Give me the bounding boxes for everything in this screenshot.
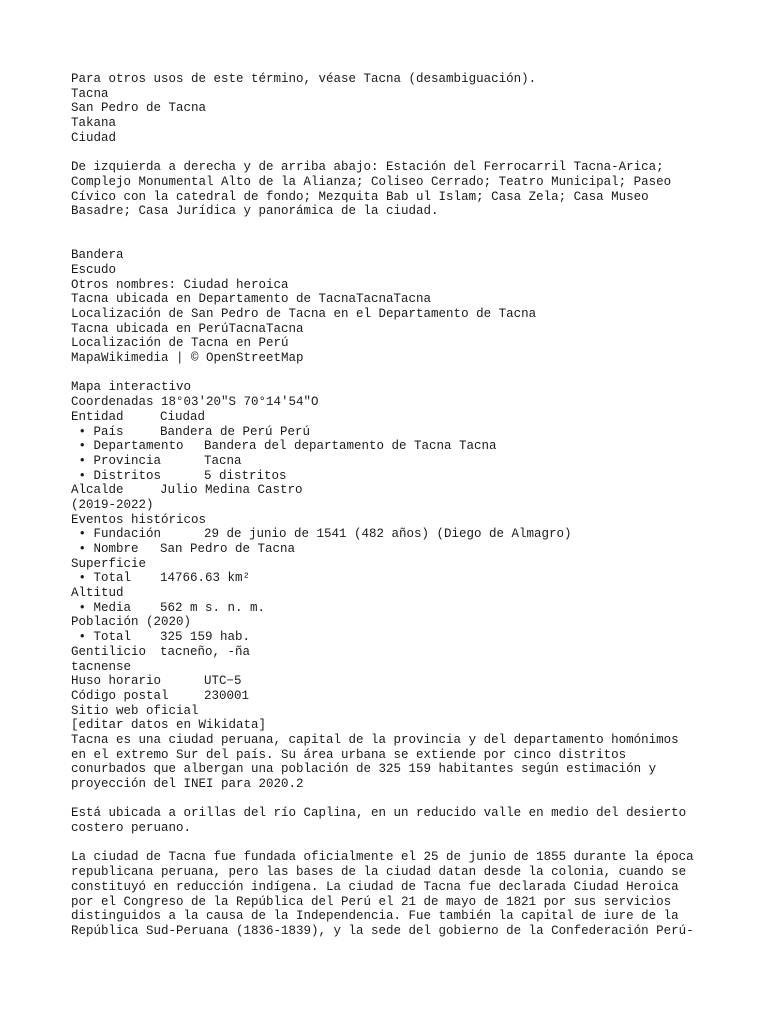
infobox-row-huso-horario [71,674,711,689]
paragraph-line: por el Congreso de la República del Perú el 21 de mayo de 1821 por sus servicios [71,894,672,909]
infobox-label: Gentilicio [71,644,147,659]
name-line: Ciudad [71,130,117,145]
interactive-map-link[interactable]: Mapa interactivo [71,380,192,395]
infobox-row-codigo-postal [71,689,711,704]
edit-wikidata-link[interactable]: [editar datos en Wikidata] [71,718,267,733]
infobox-row-provincia [71,454,711,469]
caption-line: De izquierda a derecha y de arriba abajo: Estación del Ferrocarril Tacna-Arica; [71,160,664,175]
infobox-label: Coordenadas [71,395,154,410]
other-names: Otros nombres: Ciudad heroica [71,277,289,292]
infobox-value[interactable]: Bandera del departamento de Tacna Tacna [204,439,497,454]
map-caption: Tacna ubicada en Departamento de TacnaTacnaTacna [71,292,432,307]
infobox-label: Huso horario [71,674,162,689]
infobox-label: • Media [71,600,132,615]
infobox-value[interactable]: Julio Medina Castro [160,483,303,498]
infobox-section-heading: Altitud [71,586,124,601]
infobox-value: 230001 [204,688,250,703]
map-attribution[interactable]: MapaWikimedia | © OpenStreetMap [71,351,304,366]
flag-label: Bandera [71,248,124,263]
infobox-label: • Total [71,630,132,645]
infobox-label: • Nombre [71,542,139,557]
infobox-label: • Provincia [71,453,162,468]
infobox-label: • País [71,424,124,439]
alcalde-period: (2019-2022) [71,497,154,512]
name-line: Takana [71,116,117,131]
infobox-value[interactable]: UTC−5 [204,674,242,689]
infobox-label: • Distritos [71,468,162,483]
infobox-label: Código postal [71,688,169,703]
infobox-section-heading: Población (2020) [71,615,192,630]
infobox-value: San Pedro de Tacna [160,542,296,557]
infobox-label: Alcalde [71,483,124,498]
infobox-row-coordenadas [71,395,711,410]
map-caption: Localización de San Pedro de Tacna en el Departamento de Tacna [71,307,537,322]
paragraph-line: distinguidos a la causa de la Independencia. Fue también la capital de iure de la [71,909,679,924]
infobox-label: • Total [71,571,132,586]
infobox-row-entidad [71,410,711,425]
paragraph-line: La ciudad de Tacna fue fundada oficialmente el 25 de junio de 1855 durante la época [71,850,694,865]
caption-line: Complejo Monumental Alto de la Alianza; Coliseo Cerrado; Teatro Municipal; Paseo [71,174,672,189]
infobox-label: Entidad [71,409,124,424]
infobox-value: 5 distritos [204,468,287,483]
disambiguation-note: Para otros usos de este término, véase Tacna (desambiguación). [71,72,537,86]
paragraph-line: costero peruano. [71,821,192,836]
infobox-section-heading: Eventos históricos [71,512,207,527]
infobox-row-distritos [71,469,711,484]
infobox-row-nombre [71,542,711,557]
document-page [71,72,711,939]
paragraph-line: República Sud-Peruana (1836-1839), y la sede del gobierno de la Confederación Perú- [71,923,694,938]
infobox-value: 325 159 hab. [160,630,251,645]
infobox-row-altitud-media [71,601,711,616]
infobox-row-fundacion [71,527,711,542]
infobox-value[interactable]: Tacna [204,453,242,468]
paragraph-line: constituyó en reducción indígena. La ciudad de Tacna fue declarada Ciudad Heroica [71,879,679,894]
paragraph-line: conurbados que albergan una población de 325 159 habitantes según estimación y [71,762,657,777]
paragraph-line: proyección del INEI para 2020.2 [71,777,304,792]
infobox-row-gentilicio [71,645,711,660]
infobox-value: tacneño, -ña [160,644,251,659]
infobox-value: Ciudad [160,409,206,424]
gentilicio-alt: tacnense [71,659,132,674]
caption-line: Cívico con la catedral de fondo; Mezquita Bab ul Islam; Casa Zela; Casa Museo [71,189,649,204]
infobox-value: 29 de junio de 1541 (482 años) (Diego de Almagro) [204,527,572,542]
name-line: San Pedro de Tacna [71,101,207,116]
infobox-value[interactable]: Bandera de Perú Perú [160,424,311,439]
infobox-row-superficie-total [71,571,711,586]
map-caption: Tacna ubicada en PerúTacnaTacna [71,321,304,336]
infobox-row-alcalde [71,483,711,498]
coat-of-arms-label: Escudo [71,262,117,277]
infobox-value: 14766.63 km² [160,571,251,586]
paragraph-line: republicana peruana, pero las bases de la ciudad datan desde la colonia, cuando se [71,865,687,880]
infobox-label: • Departamento [71,439,184,454]
infobox-label: • Fundación [71,527,162,542]
infobox-row-poblacion-total [71,630,711,645]
paragraph-line: Está ubicada a orillas del río Caplina, en un reducido valle en medio del desierto [71,806,687,821]
infobox-row-departamento [71,439,711,454]
paragraph-line: en el extremo Sur del país. Su área urbana se extiende por cinco distritos [71,747,627,762]
infobox-row-pais [71,425,711,440]
map-caption: Localización de Tacna en Perú [71,336,289,351]
official-website-link[interactable]: Sitio web oficial [71,703,199,718]
coordinates-value[interactable]: 18°03′20″S 70°14′54″O [161,395,319,410]
name-line: Tacna [71,86,109,101]
caption-line: Basadre; Casa Jurídica y panorámica de la ciudad. [71,204,439,219]
infobox-section-heading: Superficie [71,556,147,571]
paragraph-line: Tacna es una ciudad peruana, capital de la provincia y del departamento homónimos [71,732,679,747]
infobox-value: 562 m s. n. m. [160,600,266,615]
